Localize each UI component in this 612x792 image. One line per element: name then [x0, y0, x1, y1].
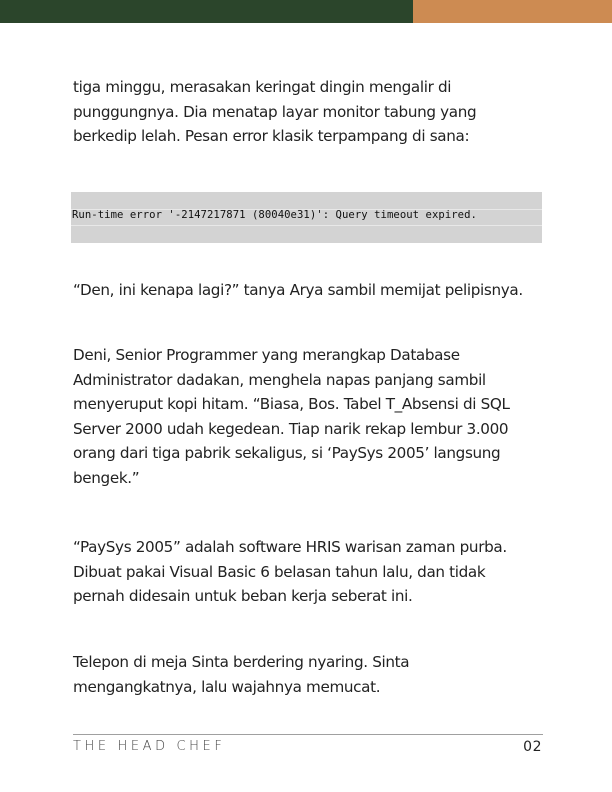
text-line: bengek.” [73, 468, 140, 487]
text-line: berkedip lelah. Pesan error klasik terpampang di sana: [73, 127, 470, 146]
header-color-bar [0, 0, 612, 23]
paragraph-3 [73, 343, 510, 491]
text-line: Telepon di meja Sinta berdering nyaring. Sinta [73, 653, 410, 671]
paragraph-2 [73, 278, 523, 303]
page-number: 02 [523, 739, 542, 755]
text-line: tiga minggu, merasakan keringat dingin mengalir di [73, 78, 452, 96]
footer-book-title: THE HEAD CHEF [73, 739, 226, 754]
text-line: “PaySys 2005” adalah software HRIS warisan zaman purba. [73, 538, 507, 556]
text-line: “Den, ini kenapa lagi?” tanya Arya sambil memijat pelipisnya. [73, 281, 523, 299]
paragraph-4 [73, 535, 507, 609]
header-bar-green [0, 0, 413, 23]
paragraph-1 [73, 75, 476, 149]
header-bar-orange [413, 0, 612, 23]
text-line: Dibuat pakai Visual Basic 6 belasan tahun lalu, dan tidak [73, 562, 486, 581]
text-line: mengangkatnya, lalu wajahnya memucat. [73, 677, 381, 696]
text-line: Administrator dadakan, menghela napas panjang sambil [73, 370, 486, 389]
text-line: orang dari tiga pabrik sekaligus, si ‘PaySys 2005’ langsung [73, 444, 501, 463]
code-rule [71, 225, 542, 226]
text-line: Deni, Senior Programmer yang merangkap Database [73, 346, 460, 364]
footer-divider [73, 734, 543, 735]
code-block [71, 192, 542, 243]
text-line: Server 2000 udah kegedean. Tiap narik rekap lembur 3.000 [73, 419, 509, 438]
text-line: pernah didesain untuk beban kerja seberat ini. [73, 587, 413, 606]
text-line: menyeruput kopi hitam. “Biasa, Bos. Tabel T_Absensi di SQL [73, 395, 510, 414]
paragraph-5 [73, 650, 409, 699]
error-message: Run-time error '-2147217871 (80040e31)': Query timeout expired. [72, 209, 477, 221]
text-line: punggungnya. Dia menatap layar monitor tabung yang [73, 102, 477, 121]
